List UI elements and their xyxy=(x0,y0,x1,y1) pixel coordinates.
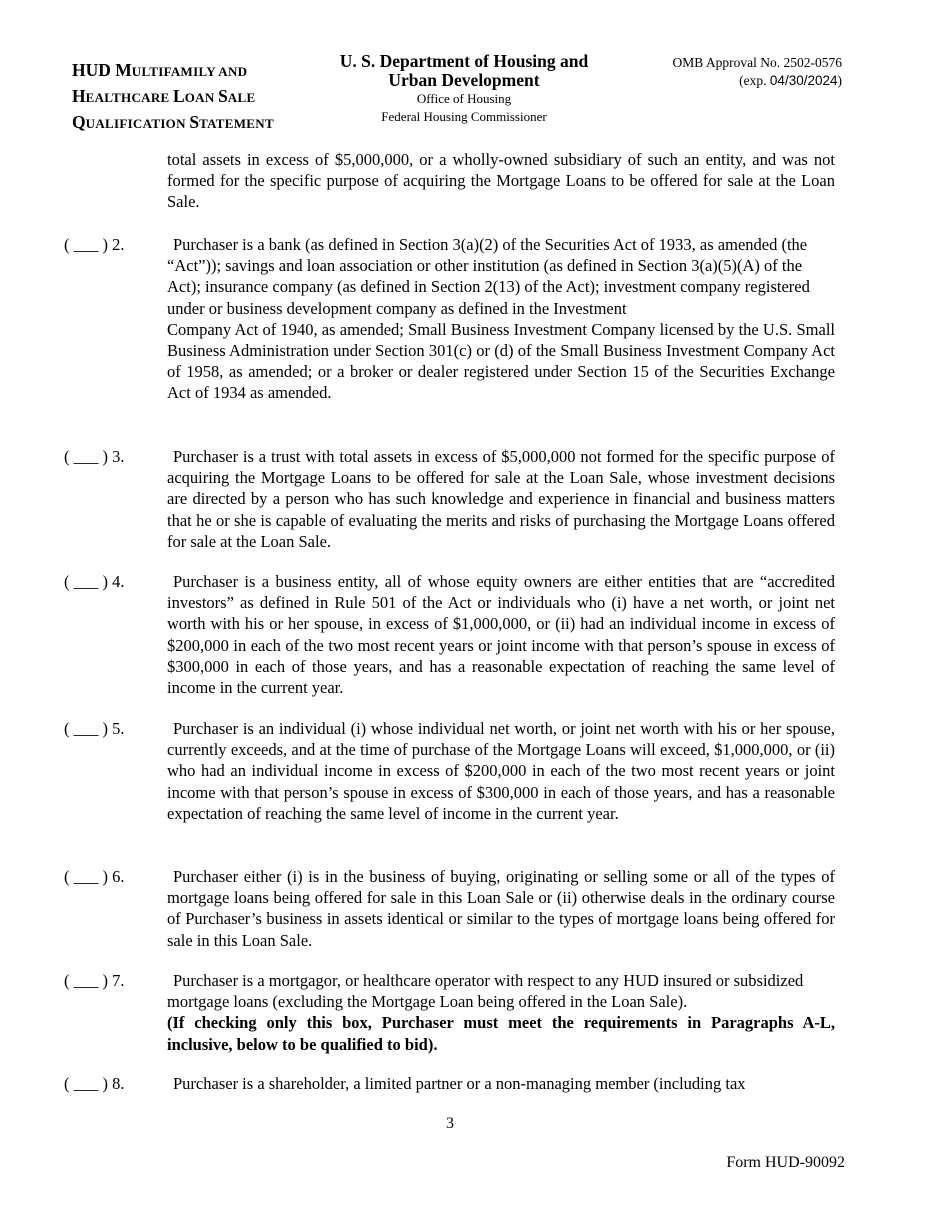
item-6-para-1: Purchaser either (i) is in the business of buying, originating or selling some or all of the types of mortgage loans being offered for sale in this Loan Sale or (ii) otherwise deals in the ordinary course of Purchaser’s business in assets identical or similar to the types of mortgage loans being offered for sale in this Loan Sale. xyxy=(167,867,835,950)
item-5-para-1: Purchaser is an individual (i) whose individual net worth, or joint net worth with his or her spouse, currently exceeds, and at the time of purchase of the Mortgage Loans will exceed, $1,000,000, or (ii) who had an individual income in excess of $200,000 in each of the two most recent years or joint income with that person’s spouse in excess of $300,000 in each of those years, and has a reasonable expectation of reaching the same level of income in the current year. xyxy=(167,719,835,823)
form-title-line-3: QUALIFICATION STATEMENT xyxy=(72,112,274,132)
item-8-text xyxy=(167,1073,835,1094)
intro-continuation: total assets in excess of $5,000,000, or a wholly-owned subsidiary of such an entity, and was not formed for the specific purpose of acquiring the Mortgage Loans to be offered for sale at the Loan Sale. xyxy=(167,150,835,212)
item-7-bold-note: (If checking only this box, Purchaser must meet the requirements in Paragraphs A-L, inclusive, below to be qualified to bid). xyxy=(167,1013,835,1054)
commissioner-name: Federal Housing Commissioner xyxy=(381,109,547,124)
department-name-line-2: Urban Development xyxy=(388,70,540,90)
form-title xyxy=(72,58,312,136)
expiration: (exp. 04/30/2024) xyxy=(739,73,842,88)
item-7-text xyxy=(167,970,835,1055)
item-3-para-1: Purchaser is a trust with total assets in excess of $5,000,000 not formed for the specific purpose of acquiring the Mortgage Loans to be offered for sale at the Loan Sale, whose investment decisions are directed by a person who has such knowledge and experience in financial and business matters that he or she is capable of evaluating the merits and risks of purchasing the Mortgage Loans offered for sale at the Loan Sale. xyxy=(167,447,835,551)
form-number: Form HUD-90092 xyxy=(726,1154,845,1171)
department-name-line-1: U. S. Department of Housing and xyxy=(339,51,589,71)
item-8-para-1: Purchaser is a shareholder, a limited partner or a non-managing member (including tax xyxy=(173,1074,746,1093)
omb-number: OMB Approval No. 2502-0576 xyxy=(672,55,842,70)
expiration-date: 04/30/2024 xyxy=(769,73,838,88)
item-2 xyxy=(64,234,836,426)
item-4-text xyxy=(167,571,835,698)
item-7-para-1: Purchaser is a mortgagor, or healthcare operator with respect to any HUD insured or subsidized mortgage loans (excluding the Mortgage Loan being offered in the Loan Sale). xyxy=(167,971,804,1012)
item-3-text xyxy=(167,446,835,552)
item-5-text xyxy=(167,718,835,824)
item-7-checkbox-blank[interactable]: ( ___ ) 7. xyxy=(64,971,125,990)
office-name: Office of Housing xyxy=(416,91,512,106)
item-6-checkbox-blank[interactable]: ( ___ ) 6. xyxy=(64,867,125,886)
page-number: 3 xyxy=(446,1115,454,1132)
item-2-checkbox-blank[interactable]: ( ___ ) 2. xyxy=(64,235,125,254)
item-5-checkbox-blank[interactable]: ( ___ ) 5. xyxy=(64,719,125,738)
form-title-line-1: HUD MULTIFAMILY AND xyxy=(72,60,248,80)
item-3-checkbox-blank[interactable]: ( ___ ) 3. xyxy=(64,447,125,466)
item-2-para-1: Purchaser is a bank (as defined in Section 3(a)(2) of the Securities Act of 1933, as amended (the “Act”)); savings and loan association or other institution (as defined in Section 3(a)(5)(A) of the Act); insurance company (as defined in Section 2(13) of the Act); investment company registered under or business development company as defined in the Investment xyxy=(167,235,810,318)
item-4-checkbox-blank[interactable]: ( ___ ) 4. xyxy=(64,572,125,591)
form-title-line-2: HEALTHCARE LOAN SALE xyxy=(72,86,256,106)
omb-approval xyxy=(673,54,843,90)
item-2-text xyxy=(167,234,835,404)
department-header xyxy=(318,52,610,126)
item-6-text xyxy=(167,866,835,951)
item-2-para-2: Company Act of 1940, as amended; Small Business Investment Company licensed by the U.S. Small Business Administration under Section 301(c) or (d) of the Small Business Investment Company Act of 1958, as amended; or a broker or dealer registered under Section 15 of the Securities Exchange Act of 1934 as amended. xyxy=(167,319,835,403)
item-4-para-1: Purchaser is a business entity, all of whose equity owners are either entities that are “accredited investors” as defined in Rule 501 of the Act or individuals who (i) have a net worth, or joint net worth with his or her spouse, in excess of $1,000,000, or (ii) had an individual income in excess of $200,000 in each of the two most recent years or joint income with that person’s spouse in excess of $300,000 in each of those years, and has a reasonable expectation of reaching the same level of income in the current year. xyxy=(167,572,835,698)
item-8-checkbox-blank[interactable]: ( ___ ) 8. xyxy=(64,1074,125,1093)
